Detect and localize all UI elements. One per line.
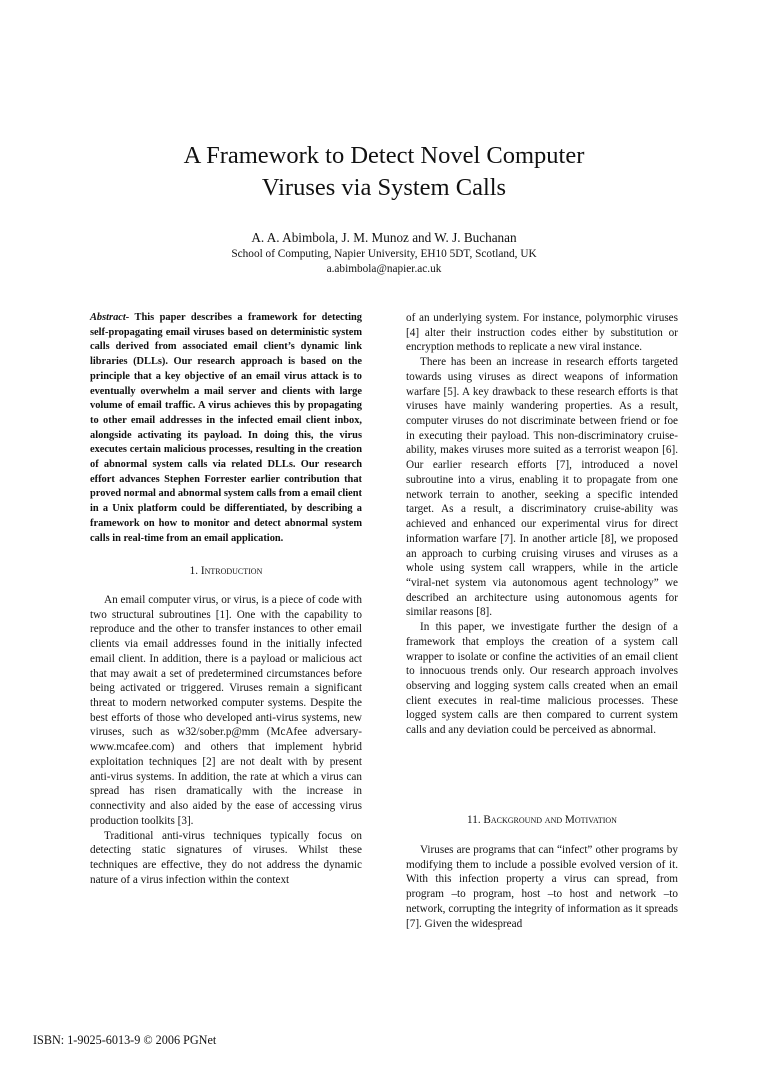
section-1-title: Introduction [200, 565, 263, 577]
title-line-2: Viruses via System Calls [261, 174, 507, 201]
right-column-body [406, 311, 678, 738]
paper-title [0, 140, 768, 204]
abstract [90, 311, 362, 546]
intro-paragraph-1: An email computer virus, or virus, is a piece of code with two structural subroutines [1]. One with the capability to reproduce and the other to transfer instances to other email clients via email addresses found in the initially infected email client. In addition, there is a payload or malicious act that may await a set of predetermined circumstances before being activated or triggered. Viruses remain a significant threat to modern networked computer systems. Despite the best efforts of those who developed anti-virus systems, new viruses, such as w32/sober.p@mm (McAfee adversary-www.mcafee.com) and others that implement hybrid exploitation techniques [2] are not dealt with by present anti-virus systems. In addition, the rate at which a virus can spread has risen dramatically with the increase in connectivity and also aided by the ease of accessing virus production toolkits [3]. [90, 594, 362, 827]
section-2-title: Background and Motivation [483, 814, 617, 826]
section-2-number: 11. [467, 814, 481, 826]
abstract-label: Abstract- [90, 312, 130, 323]
author-email: a.abimbola@napier.ac.uk [326, 263, 442, 275]
title-line-1: A Framework to Detect Novel Computer [183, 142, 585, 169]
authors: A. A. Abimbola, J. M. Munoz and W. J. Buchanan [251, 230, 517, 245]
background-paragraph-1: Viruses are programs that can “infect” other programs by modifying them to include a possible evolved version of it. With this infection property a virus can spread, from program –to program, host –to host and network –to network, corrupting the integrity of information as it spreads [7]. Given the widespread [406, 844, 678, 930]
section-1-heading [90, 565, 362, 577]
affiliation: School of Computing, Napier University, EH10 5DT, Scotland, UK [231, 248, 537, 260]
right-paragraph-2: There has been an increase in research efforts targeted towards using viruses as direct weapons of information warfare [5]. A key drawback to these research efforts is that viruses have mainly wandering properties. As a result, computer viruses do not discriminate between friend or foe in executing their payload. This non-discriminatory cruise-ability, makes viruses more suited as a terrorist weapon [6]. Our earlier research efforts [7], introduced a novel subroutine into a virus, enabling it to propagate from one network terrain to another, seeking a specific intended target. As a result, a discriminatory cruise-ability was achieved and enhanced our experimental virus for direct information warfare [7]. In another article [8], we proposed an approach to curbing cruising viruses and viruses as a whole using system call wrappers, while in the article “viral-net system via autonomous agent technology” we described an architecture using autonomous agents for similar reasons [8]. [406, 356, 678, 619]
right-paragraph-1: of an underlying system. For instance, polymorphic viruses [4] alter their instruction codes either by substitution or encryption methods to replicate a new viral instance. [406, 312, 678, 354]
background-body [406, 843, 678, 931]
abstract-text: This paper describes a framework for detecting self-propagating email viruses based on deterministic system calls derived from associated email client’s dynamic link libraries (DLLs). Our research approach is based on the principle that a key objective of an email virus attack is to eventually overwhelm a mail server and clients with large volume of email traffic. A virus achieves this by propagating to other email addresses in the infected email client inbox, alongside activating its payload. In doing this, the virus executes certain malicious processes, resulting in the creation of abnormal system calls via related DLLs. Our research effort advances Stephen Forrester earlier contribution that proved normal and abnormal system calls from a email client in a Unix platform could be differentiated, by describing a framework on how to monitor and detect abnormal system calls in real-time from an email application. [90, 312, 362, 544]
right-paragraph-3: In this paper, we investigate further the design of a framework that employs the creation of a system call wrapper to isolate or confine the activities of an email client to innocuous trends only. Our research approach involves observing and logging system calls created when an email client executes in real-time malicious processes. These logged system calls are then compared to current system calls and any deviation could be perceived as abnormal. [406, 621, 678, 737]
left-column-body [90, 593, 362, 887]
section-2-heading [406, 814, 678, 826]
intro-paragraph-2: Traditional anti-virus techniques typically focus on detecting static signatures of viruses. Whilst these techniques are effective, they do not address the dynamic nature of a virus infection within the context [90, 829, 362, 886]
section-1-number: 1. [189, 565, 199, 577]
footer-isbn: ISBN: 1-9025-6013-9 © 2006 PGNet [33, 1033, 217, 1047]
